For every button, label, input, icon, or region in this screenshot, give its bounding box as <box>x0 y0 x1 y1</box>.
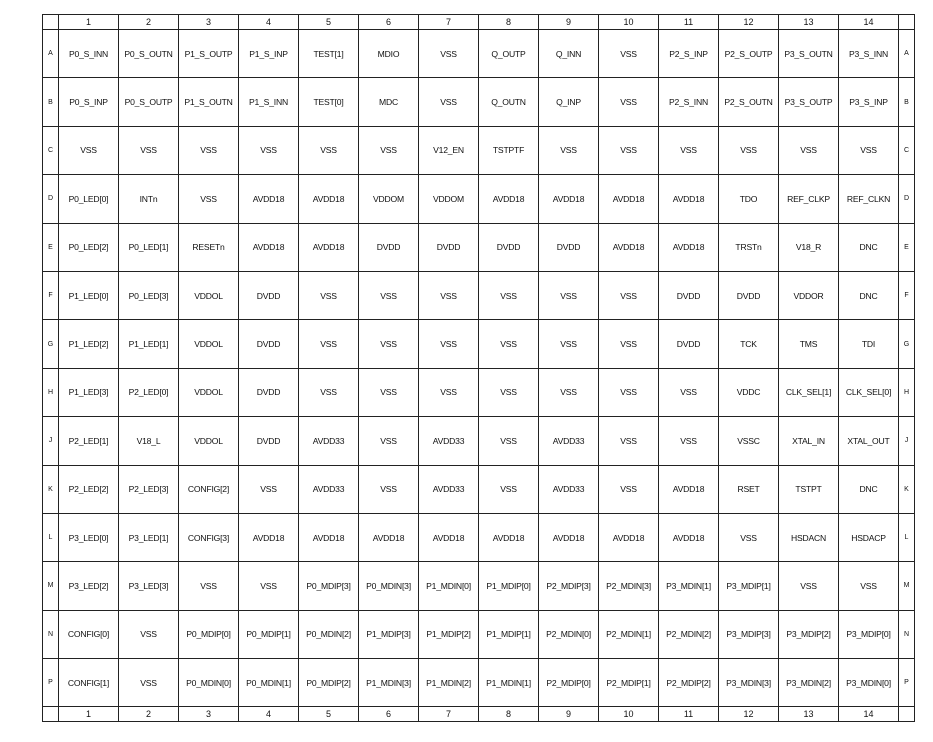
ball-cell: P2_MDIP[3] <box>539 562 599 610</box>
ball-row <box>43 465 915 513</box>
ball-cell: P2_LED[1] <box>59 417 119 465</box>
ball-cell: VSS <box>419 78 479 126</box>
ball-cell: DVDD <box>419 223 479 271</box>
row-label: C <box>899 126 915 174</box>
ball-cell: VSS <box>539 320 599 368</box>
ball-cell: AVDD18 <box>599 513 659 561</box>
ball-cell: VDDOM <box>419 175 479 223</box>
ball-row <box>43 126 915 174</box>
ball-cell: P2_MDIN[3] <box>599 562 659 610</box>
ball-cell: VDDOL <box>179 271 239 319</box>
ball-cell: P0_LED[2] <box>59 223 119 271</box>
ball-cell: V12_EN <box>419 126 479 174</box>
ball-cell: AVDD33 <box>299 465 359 513</box>
ball-cell: HSDACP <box>839 513 899 561</box>
ball-cell: DVDD <box>659 271 719 319</box>
row-label: F <box>43 271 59 319</box>
ball-cell: VSS <box>599 465 659 513</box>
ball-cell: VDDC <box>719 368 779 416</box>
ball-cell: VSS <box>599 417 659 465</box>
column-label: 13 <box>779 15 839 30</box>
ball-cell: P2_S_OUTP <box>719 30 779 78</box>
column-label: 2 <box>119 707 179 722</box>
ball-cell: VSS <box>239 465 299 513</box>
ball-cell: P0_S_INN <box>59 30 119 78</box>
row-label: E <box>899 223 915 271</box>
ball-cell: DVDD <box>479 223 539 271</box>
ball-cell: TSTPT <box>779 465 839 513</box>
ball-row <box>43 30 915 78</box>
ball-cell: P1_LED[3] <box>59 368 119 416</box>
corner-cell <box>43 15 59 30</box>
row-label: D <box>899 175 915 223</box>
ball-cell: P1_S_OUTP <box>179 30 239 78</box>
ball-row <box>43 513 915 561</box>
ball-cell: P0_S_OUTN <box>119 30 179 78</box>
ball-cell: MDC <box>359 78 419 126</box>
ball-cell: VSS <box>419 271 479 319</box>
ball-cell: CLK_SEL[1] <box>779 368 839 416</box>
ball-cell: Q_INP <box>539 78 599 126</box>
ball-cell: P2_LED[2] <box>59 465 119 513</box>
ball-cell: VSSC <box>719 417 779 465</box>
ball-cell: Q_INN <box>539 30 599 78</box>
row-label: E <box>43 223 59 271</box>
ball-cell: VSS <box>359 368 419 416</box>
ball-cell: AVDD18 <box>539 175 599 223</box>
ball-cell: AVDD18 <box>479 175 539 223</box>
ball-cell: RESETn <box>179 223 239 271</box>
column-label: 14 <box>839 707 899 722</box>
row-label: A <box>43 30 59 78</box>
ball-cell: AVDD18 <box>299 223 359 271</box>
ball-cell: XTAL_IN <box>779 417 839 465</box>
ball-cell: DVDD <box>719 271 779 319</box>
row-label: C <box>43 126 59 174</box>
ball-cell: Q_OUTP <box>479 30 539 78</box>
row-label: H <box>43 368 59 416</box>
top-column-header-row <box>43 15 915 30</box>
ball-cell: P2_MDIN[2] <box>659 610 719 658</box>
column-label: 9 <box>539 707 599 722</box>
ball-cell: P1_S_OUTN <box>179 78 239 126</box>
ball-cell: TMS <box>779 320 839 368</box>
row-label: N <box>43 610 59 658</box>
column-label: 7 <box>419 707 479 722</box>
ball-cell: AVDD33 <box>539 465 599 513</box>
ball-cell: P3_LED[0] <box>59 513 119 561</box>
ball-cell: VSS <box>299 368 359 416</box>
column-label: 2 <box>119 15 179 30</box>
ball-cell: VSS <box>239 562 299 610</box>
row-label: L <box>899 513 915 561</box>
ball-cell: P2_S_OUTN <box>719 78 779 126</box>
ball-cell: P3_LED[2] <box>59 562 119 610</box>
ball-cell: VSS <box>359 417 419 465</box>
ball-cell: P3_MDIP[2] <box>779 610 839 658</box>
ball-cell: VSS <box>599 30 659 78</box>
column-label: 4 <box>239 15 299 30</box>
ball-cell: VSS <box>479 465 539 513</box>
column-label: 10 <box>599 15 659 30</box>
ball-cell: TDI <box>839 320 899 368</box>
ball-cell: P1_S_INN <box>239 78 299 126</box>
ball-cell: P0_MDIN[1] <box>239 659 299 707</box>
ball-cell: P1_LED[0] <box>59 271 119 319</box>
ball-cell: P2_MDIP[1] <box>599 659 659 707</box>
column-label: 9 <box>539 15 599 30</box>
column-label: 1 <box>59 707 119 722</box>
ball-cell: AVDD18 <box>419 513 479 561</box>
column-label: 14 <box>839 15 899 30</box>
ball-cell: VSS <box>59 126 119 174</box>
row-label: H <box>899 368 915 416</box>
ball-cell: MDIO <box>359 30 419 78</box>
ball-cell: P0_S_INP <box>59 78 119 126</box>
ball-cell: TEST[1] <box>299 30 359 78</box>
ball-cell: VSS <box>419 320 479 368</box>
ball-cell: P2_LED[3] <box>119 465 179 513</box>
ball-cell: VSS <box>839 126 899 174</box>
ball-cell: P1_MDIN[1] <box>479 659 539 707</box>
ball-map-table <box>42 14 915 722</box>
ball-cell: P1_LED[2] <box>59 320 119 368</box>
ball-cell: VSS <box>839 562 899 610</box>
ball-cell: TCK <box>719 320 779 368</box>
ball-row <box>43 223 915 271</box>
ball-cell: DNC <box>839 465 899 513</box>
ball-cell: P3_MDIP[0] <box>839 610 899 658</box>
row-label: K <box>899 465 915 513</box>
ball-cell: AVDD18 <box>239 223 299 271</box>
row-label: A <box>899 30 915 78</box>
ball-cell: DVDD <box>239 417 299 465</box>
ball-cell: VSS <box>299 271 359 319</box>
ball-cell: P0_MDIP[3] <box>299 562 359 610</box>
ball-row <box>43 417 915 465</box>
ball-cell: P3_LED[1] <box>119 513 179 561</box>
ball-cell: DNC <box>839 271 899 319</box>
row-label: F <box>899 271 915 319</box>
ball-cell: P0_MDIP[1] <box>239 610 299 658</box>
ball-cell: VSS <box>119 126 179 174</box>
ball-cell: REF_CLKP <box>779 175 839 223</box>
row-label: G <box>43 320 59 368</box>
ball-cell: CONFIG[1] <box>59 659 119 707</box>
ball-cell: P3_MDIN[0] <box>839 659 899 707</box>
ball-cell: AVDD18 <box>299 175 359 223</box>
ball-cell: XTAL_OUT <box>839 417 899 465</box>
ball-cell: TRSTn <box>719 223 779 271</box>
ball-cell: VSS <box>479 368 539 416</box>
ball-cell: P0_MDIN[2] <box>299 610 359 658</box>
row-label: G <box>899 320 915 368</box>
ball-cell: P0_MDIP[0] <box>179 610 239 658</box>
ball-cell: AVDD18 <box>659 513 719 561</box>
ball-cell: CONFIG[2] <box>179 465 239 513</box>
ball-cell: VSS <box>779 562 839 610</box>
ball-cell: P2_MDIN[0] <box>539 610 599 658</box>
ball-cell: VSS <box>779 126 839 174</box>
ball-cell: VSS <box>599 271 659 319</box>
ball-cell: REF_CLKN <box>839 175 899 223</box>
ball-cell: VSS <box>419 368 479 416</box>
row-label: D <box>43 175 59 223</box>
ball-cell: AVDD18 <box>479 513 539 561</box>
row-label: J <box>899 417 915 465</box>
ball-cell: INTn <box>119 175 179 223</box>
ball-cell: VSS <box>479 320 539 368</box>
ball-cell: P3_MDIN[2] <box>779 659 839 707</box>
ball-cell: P2_MDIN[1] <box>599 610 659 658</box>
ball-cell: P0_LED[3] <box>119 271 179 319</box>
ball-cell: P3_LED[3] <box>119 562 179 610</box>
ball-cell: DNC <box>839 223 899 271</box>
ball-cell: V18_L <box>119 417 179 465</box>
ball-cell: VSS <box>179 175 239 223</box>
ball-cell: VSS <box>479 417 539 465</box>
ball-cell: CLK_SEL[0] <box>839 368 899 416</box>
ball-cell: VSS <box>359 465 419 513</box>
ball-cell: VSS <box>359 320 419 368</box>
ball-cell: P2_LED[0] <box>119 368 179 416</box>
ball-cell: VSS <box>359 271 419 319</box>
bottom-column-header-row <box>43 707 915 722</box>
ball-row <box>43 320 915 368</box>
ball-cell: P1_MDIN[2] <box>419 659 479 707</box>
ball-cell: P1_MDIP[3] <box>359 610 419 658</box>
ball-cell: P3_S_INN <box>839 30 899 78</box>
ball-row <box>43 368 915 416</box>
ball-cell: TEST[0] <box>299 78 359 126</box>
ball-cell: VSS <box>659 126 719 174</box>
ball-cell: CONFIG[3] <box>179 513 239 561</box>
ball-cell: P1_LED[1] <box>119 320 179 368</box>
ball-cell: P3_S_OUTN <box>779 30 839 78</box>
row-label: K <box>43 465 59 513</box>
ball-cell: AVDD18 <box>239 175 299 223</box>
ball-cell: DVDD <box>659 320 719 368</box>
ball-cell: VSS <box>599 78 659 126</box>
ball-cell: DVDD <box>239 271 299 319</box>
ball-cell: P3_S_INP <box>839 78 899 126</box>
ball-cell: VSS <box>599 368 659 416</box>
ball-cell: VDDOM <box>359 175 419 223</box>
row-label: L <box>43 513 59 561</box>
ball-cell: P3_MDIP[1] <box>719 562 779 610</box>
column-label: 8 <box>479 15 539 30</box>
ball-cell: VSS <box>119 610 179 658</box>
ball-cell: VSS <box>179 126 239 174</box>
ball-row <box>43 271 915 319</box>
ball-cell: DVDD <box>359 223 419 271</box>
ball-cell: VSS <box>719 126 779 174</box>
ball-row <box>43 562 915 610</box>
ball-cell: AVDD18 <box>659 223 719 271</box>
ball-cell: P3_MDIN[3] <box>719 659 779 707</box>
ball-cell: P2_MDIP[2] <box>659 659 719 707</box>
row-label: N <box>899 610 915 658</box>
ball-cell: P0_MDIP[2] <box>299 659 359 707</box>
row-label: M <box>899 562 915 610</box>
ball-cell: VSS <box>479 271 539 319</box>
ball-cell: AVDD18 <box>599 175 659 223</box>
ball-cell: VSS <box>359 126 419 174</box>
ball-cell: P0_LED[1] <box>119 223 179 271</box>
column-label: 8 <box>479 707 539 722</box>
ball-row <box>43 659 915 707</box>
ball-cell: P1_MDIP[2] <box>419 610 479 658</box>
column-label: 6 <box>359 15 419 30</box>
ball-cell: VSS <box>299 126 359 174</box>
ball-cell: VSS <box>659 368 719 416</box>
ball-cell: P3_MDIP[3] <box>719 610 779 658</box>
ball-cell: P2_S_INN <box>659 78 719 126</box>
ball-cell: TDO <box>719 175 779 223</box>
ball-cell: VSS <box>179 562 239 610</box>
ball-row <box>43 610 915 658</box>
ball-cell: AVDD18 <box>359 513 419 561</box>
ball-cell: AVDD33 <box>539 417 599 465</box>
ball-cell: DVDD <box>239 368 299 416</box>
ball-cell: VSS <box>239 126 299 174</box>
ball-cell: VSS <box>719 513 779 561</box>
column-label: 10 <box>599 707 659 722</box>
ball-cell: AVDD18 <box>299 513 359 561</box>
ball-cell: AVDD18 <box>539 513 599 561</box>
ball-cell: DVDD <box>539 223 599 271</box>
row-label: P <box>899 659 915 707</box>
column-label: 1 <box>59 15 119 30</box>
corner-cell <box>43 707 59 722</box>
ball-cell: P1_MDIN[0] <box>419 562 479 610</box>
row-label: B <box>899 78 915 126</box>
ball-cell: V18_R <box>779 223 839 271</box>
ball-row <box>43 175 915 223</box>
column-label: 3 <box>179 15 239 30</box>
ball-cell: RSET <box>719 465 779 513</box>
ball-cell: VSS <box>119 659 179 707</box>
row-label: P <box>43 659 59 707</box>
ball-cell: P0_S_OUTP <box>119 78 179 126</box>
ball-cell: VSS <box>539 271 599 319</box>
ball-cell: P1_MDIN[3] <box>359 659 419 707</box>
column-label: 13 <box>779 707 839 722</box>
ball-cell: AVDD33 <box>419 417 479 465</box>
column-label: 6 <box>359 707 419 722</box>
row-label: J <box>43 417 59 465</box>
ball-cell: CONFIG[0] <box>59 610 119 658</box>
ball-cell: P0_MDIN[3] <box>359 562 419 610</box>
ball-cell: VSS <box>599 320 659 368</box>
ball-cell: AVDD18 <box>659 465 719 513</box>
ball-cell: P0_LED[0] <box>59 175 119 223</box>
column-label: 11 <box>659 707 719 722</box>
column-label: 5 <box>299 15 359 30</box>
ball-cell: P0_MDIN[0] <box>179 659 239 707</box>
ball-cell: P2_S_INP <box>659 30 719 78</box>
ball-cell: VDDOR <box>779 271 839 319</box>
ball-cell: VSS <box>539 126 599 174</box>
ball-cell: P1_MDIP[1] <box>479 610 539 658</box>
ball-cell: DVDD <box>239 320 299 368</box>
ball-cell: AVDD33 <box>299 417 359 465</box>
row-label: M <box>43 562 59 610</box>
ball-cell: VSS <box>419 30 479 78</box>
column-label: 4 <box>239 707 299 722</box>
row-label: B <box>43 78 59 126</box>
ball-cell: AVDD18 <box>599 223 659 271</box>
ball-cell: VSS <box>539 368 599 416</box>
ball-cell: Q_OUTN <box>479 78 539 126</box>
ball-cell: VSS <box>299 320 359 368</box>
corner-cell <box>899 15 915 30</box>
ball-cell: P3_S_OUTP <box>779 78 839 126</box>
ball-row <box>43 78 915 126</box>
column-label: 11 <box>659 15 719 30</box>
ball-cell: VDDOL <box>179 368 239 416</box>
ball-cell: P3_MDIN[1] <box>659 562 719 610</box>
ball-cell: AVDD18 <box>239 513 299 561</box>
corner-cell <box>899 707 915 722</box>
ball-cell: TSTPTF <box>479 126 539 174</box>
ball-cell: VSS <box>599 126 659 174</box>
column-label: 12 <box>719 15 779 30</box>
ball-cell: P1_MDIP[0] <box>479 562 539 610</box>
ball-map-body <box>43 15 915 722</box>
ball-cell: P2_MDIP[0] <box>539 659 599 707</box>
ball-cell: VSS <box>659 417 719 465</box>
column-label: 12 <box>719 707 779 722</box>
ball-cell: AVDD18 <box>659 175 719 223</box>
column-label: 3 <box>179 707 239 722</box>
ball-cell: AVDD33 <box>419 465 479 513</box>
column-label: 5 <box>299 707 359 722</box>
column-label: 7 <box>419 15 479 30</box>
ball-cell: VDDOL <box>179 417 239 465</box>
ball-cell: VDDOL <box>179 320 239 368</box>
ball-cell: P1_S_INP <box>239 30 299 78</box>
ball-cell: HSDACN <box>779 513 839 561</box>
